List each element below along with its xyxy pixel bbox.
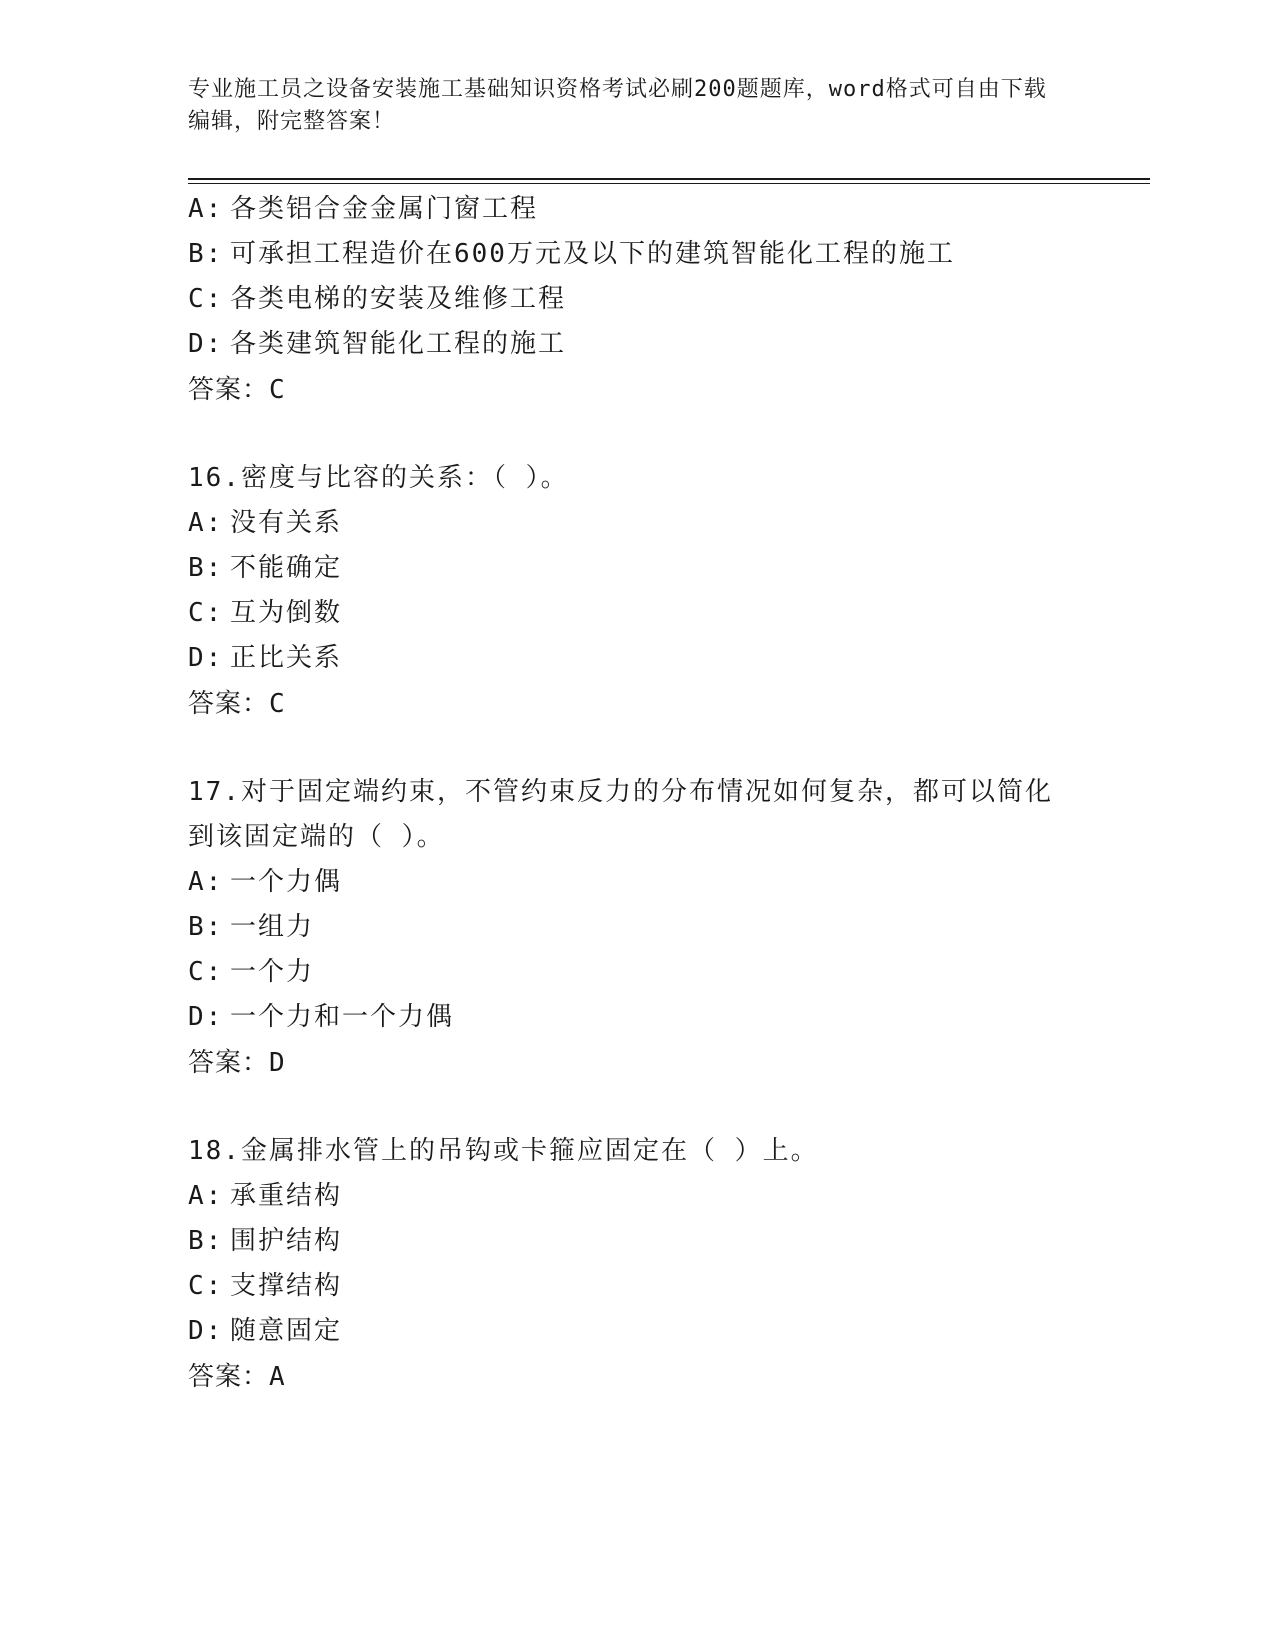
option-label: B: [188,239,224,269]
option-text: 没有关系 [230,508,343,538]
option-label: B: [188,1226,224,1256]
header-divider-thin [188,183,1150,184]
question-16-answer: 答案：C [188,689,286,719]
question-17-option-a [188,865,342,899]
option-label: C: [188,284,224,314]
document-header: 专业施工员之设备安装施工基础知识资格考试必刷200题题库，word格式可自由下载编辑，附完整答案！ [188,77,1047,134]
question-17-answer: 答案：D [188,1048,286,1078]
question-16-option-d [188,641,342,675]
question-17-stem-line-1: 17.对于固定端约束，不管约束反力的分布情况如何复杂，都可以简化 [188,777,1053,807]
option-text: 各类建筑智能化工程的施工 [230,329,567,359]
question-17-stem-line-2: 到该固定端的（ ）。 [188,822,445,852]
question-16-option-b [188,551,342,585]
option-label: A: [188,867,224,897]
option-text: 围护结构 [230,1226,343,1256]
question-18-option-b [188,1224,342,1258]
option-label: D: [188,643,224,673]
option-label: C: [188,1271,224,1301]
prev-option-d [188,327,566,361]
question-16-option-a [188,506,342,540]
question-17-option-d [188,1000,454,1034]
option-text: 承重结构 [230,1181,343,1211]
question-18-option-a [188,1179,342,1213]
option-label: A: [188,194,224,224]
option-text: 不能确定 [230,553,343,583]
prev-option-c [188,282,566,316]
question-17-option-b [188,910,314,944]
question-16-option-c [188,596,342,630]
option-text: 正比关系 [230,643,343,673]
prev-answer: 答案：C [188,375,286,405]
option-label: D: [188,329,224,359]
question-18-stem: 18.金属排水管上的吊钩或卡箍应固定在（ ）上。 [188,1136,819,1166]
question-16-stem: 16.密度与比容的关系：（ ）。 [188,463,569,493]
prev-option-a [188,192,538,226]
option-text: 一个力偶 [230,867,343,897]
option-label: A: [188,508,224,538]
option-text: 各类电梯的安装及维修工程 [230,284,567,314]
option-text: 一组力 [230,912,315,942]
header-divider-thick [188,178,1150,180]
option-text: 互为倒数 [230,598,343,628]
option-text: 支撑结构 [230,1271,343,1301]
option-text: 各类铝合金金属门窗工程 [230,194,539,224]
question-18-answer: 答案：A [188,1362,286,1392]
option-label: A: [188,1181,224,1211]
option-label: C: [188,598,224,628]
option-text: 可承担工程造价在600万元及以下的建筑智能化工程的施工 [230,239,955,269]
option-text: 一个力 [230,957,315,987]
option-label: D: [188,1002,224,1032]
option-label: B: [188,912,224,942]
question-17-option-c [188,955,314,989]
option-label: B: [188,553,224,583]
option-text: 一个力和一个力偶 [230,1002,455,1032]
question-18-option-d [188,1314,342,1348]
option-text: 随意固定 [230,1316,343,1346]
question-18-option-c [188,1269,342,1303]
option-label: C: [188,957,224,987]
prev-option-b [188,237,955,271]
option-label: D: [188,1316,224,1346]
